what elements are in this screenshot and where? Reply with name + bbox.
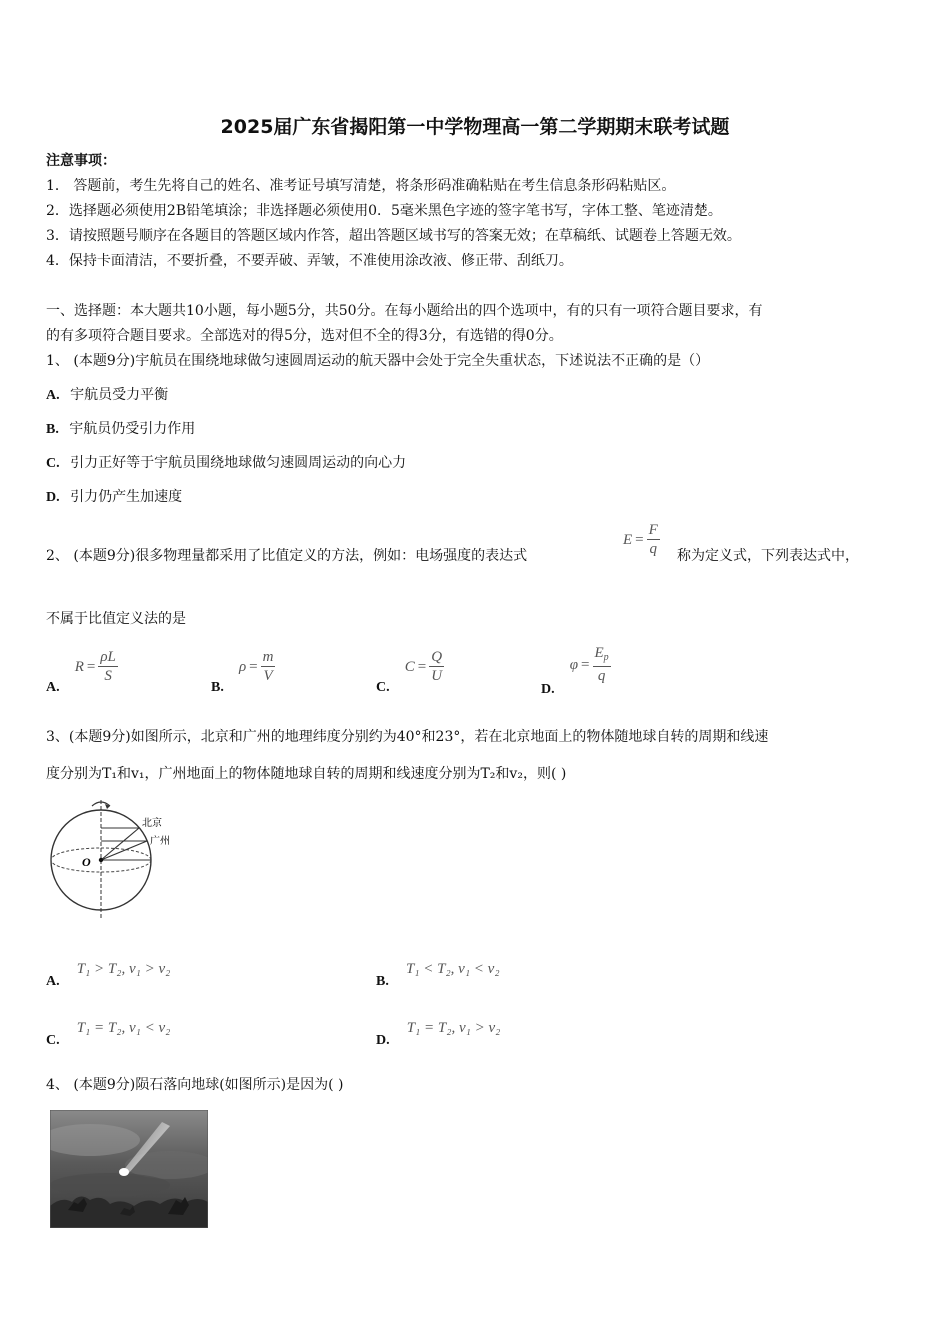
- q1-stem: 1、 (本题9分)宇航员在围绕地球做匀速圆周运动的航天器中会处于完全失重状态，下述说法不正确的是（）: [46, 353, 710, 369]
- origin-label: O: [82, 855, 91, 869]
- section-intro-line2: 的有多项符合题目要求。全部选对的得5分，选对但不全的得3分，有选错的得0分。: [46, 328, 563, 344]
- option-letter: A.: [46, 388, 60, 403]
- equals-sign: =: [86, 659, 96, 675]
- q3-stem-line2: 度分别为T₁和v₁，广州地面上的物体随地球自转的周期和线速度分别为T₂和v₂，则( ): [46, 766, 567, 782]
- formula-lhs: φ: [569, 657, 579, 673]
- fraction-numerator: F: [648, 522, 658, 538]
- guangzhou-radius: [101, 841, 147, 860]
- q3-option-b: [376, 958, 500, 989]
- fraction-denominator: q: [649, 541, 657, 557]
- option-expression: T₁ > T₂, v₁ > v₂: [76, 961, 171, 977]
- formula-fraction: [647, 522, 660, 559]
- option-letter: D.: [376, 1033, 390, 1048]
- option-letter: A.: [46, 974, 60, 989]
- formula-fraction: [261, 649, 276, 686]
- formula-fraction: [593, 645, 611, 686]
- fraction-denominator: V: [263, 668, 273, 684]
- option-letter: D.: [541, 682, 555, 697]
- option-formula: [405, 649, 444, 686]
- notice-item-4: 4．保持卡面清洁，不要折叠，不要弄破、弄皱，不准使用涂改液、修正带、刮纸刀。: [46, 253, 573, 269]
- option-letter: A.: [46, 680, 60, 695]
- formula-lhs: C: [404, 659, 415, 675]
- q2-option-d: [541, 645, 611, 697]
- option-formula: [239, 649, 276, 686]
- q2-stem-c: 不属于比值定义法的是: [46, 611, 186, 627]
- option-letter: B.: [376, 974, 389, 989]
- q1-option-a: [46, 386, 168, 405]
- beijing-radius: [101, 828, 139, 860]
- option-text: 宇航员受力平衡: [70, 387, 169, 403]
- q1-option-d: [46, 488, 182, 507]
- q2-stem-a: 2、 (本题9分)很多物理量都采用了比值定义的方法，例如：电场强度的表达式: [46, 548, 528, 564]
- equals-sign: =: [249, 659, 258, 675]
- beijing-label: 北京: [142, 818, 162, 829]
- option-expression: T₁ = T₂, v₁ < v₂: [76, 1020, 171, 1036]
- q2-option-a: [46, 649, 118, 695]
- formula-lhs: ρ: [238, 659, 247, 675]
- numerator-symbol: E: [594, 645, 604, 661]
- numerator-subscript: p: [603, 652, 609, 663]
- notice-item-1: 1． 答题前，考生先将自己的姓名、准考证号填写清楚，将条形码准确粘贴在考生信息条形码粘贴区。: [46, 178, 676, 194]
- equals-sign: =: [635, 532, 644, 548]
- meteor-head: [119, 1168, 129, 1176]
- q1-option-c: [46, 454, 406, 473]
- option-expression: T₁ < T₂, v₁ < v₂: [405, 961, 500, 977]
- q3-option-d: [376, 1017, 501, 1048]
- option-letter: D.: [46, 490, 60, 505]
- notice-item-2: 2．选择题必须使用2B铅笔填涂；非选择题必须使用0．5毫米黑色字迹的签字笔书写，字体工整、笔迹清楚。: [46, 203, 722, 219]
- q3-option-a: [46, 958, 171, 989]
- option-letter: C.: [46, 456, 60, 471]
- earth-latitude-figure: [46, 796, 186, 922]
- q2-stem-b: 称为定义式，下列表达式中，: [677, 548, 859, 564]
- option-text: 宇航员仍受引力作用: [69, 421, 196, 437]
- fraction-numerator: m: [262, 649, 274, 665]
- formula-fraction: [429, 649, 444, 686]
- option-formula: [570, 645, 611, 686]
- equals-sign: =: [417, 659, 427, 675]
- fraction-numerator: Q: [431, 649, 443, 665]
- notice-heading: 注意事项：: [46, 153, 116, 169]
- formula-fraction: [98, 649, 118, 686]
- fraction-denominator: S: [104, 668, 112, 684]
- equals-sign: =: [581, 657, 590, 673]
- page-title: 2025届广东省揭阳第一中学物理高一第二学期期末联考试题: [220, 116, 730, 138]
- q3-option-c: [46, 1017, 171, 1048]
- center-point: [99, 858, 103, 862]
- fraction-numerator: ρL: [100, 649, 116, 665]
- notice-item-3: 3．请按照题号顺序在各题目的答题区域内作答，超出答题区域书写的答案无效；在草稿纸、试题卷上答题无效。: [46, 228, 741, 244]
- q2-option-b: [211, 649, 275, 695]
- option-letter: C.: [46, 1033, 60, 1048]
- option-formula: [75, 649, 118, 686]
- meteor-photo: [50, 1110, 208, 1228]
- option-expression: T₁ = T₂, v₁ > v₂: [406, 1020, 501, 1036]
- fraction-denominator: q: [597, 668, 606, 684]
- option-letter: C.: [376, 680, 390, 695]
- q2-option-c: [376, 649, 444, 695]
- section-intro-line1: 一、选择题：本大题共10小题，每小题5分，共50分。在每小题给出的四个选项中，有的只有一项符合题目要求，有: [46, 303, 763, 319]
- q3-stem-line1: 3、(本题9分)如图所示，北京和广州的地理纬度分别约为40°和23°，若在北京地面上的物体随地球自转的周期和线速: [46, 729, 769, 745]
- q1-option-b: [46, 420, 195, 439]
- q2-formula: [623, 522, 660, 559]
- option-text: 引力仍产生加速度: [70, 489, 183, 505]
- fraction-denominator: U: [431, 668, 443, 684]
- formula-lhs: E: [623, 532, 633, 548]
- q4-stem: 4、 (本题9分)陨石落向地球(如图所示)是因为( ): [46, 1077, 344, 1093]
- fraction-numerator: [593, 645, 611, 667]
- cloud: [50, 1173, 170, 1197]
- option-letter: B.: [46, 422, 59, 437]
- formula-lhs: R: [74, 659, 84, 675]
- option-text: 引力正好等于宇航员围绕地球做匀速圆周运动的向心力: [70, 455, 407, 471]
- option-letter: B.: [211, 680, 224, 695]
- guangzhou-label: 广州: [150, 836, 170, 847]
